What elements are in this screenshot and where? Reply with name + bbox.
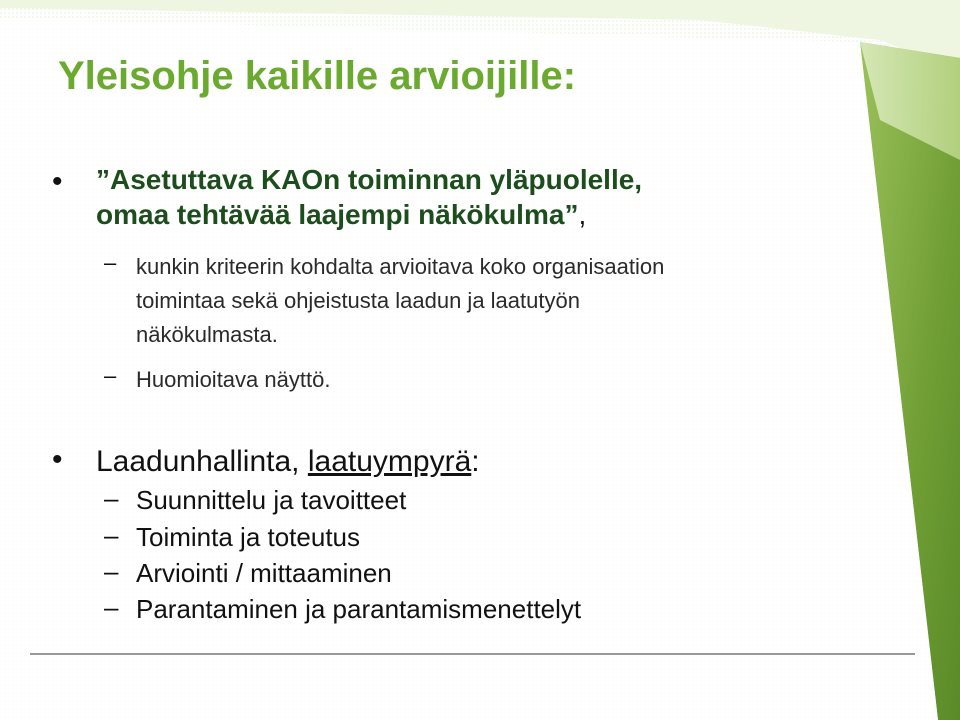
sub-4-line: Toiminta ja toteutus [136,522,361,552]
close-quote: ” [564,199,579,230]
sub-2-dash: – [104,363,117,388]
sub-3-line: Suunnittelu ja tavoitteet [136,485,407,515]
bottom-divider [30,653,915,655]
sub-6-line: Parantaminen ja parantamismenettelyt [136,594,582,624]
sub-1-line-3: näkökulmasta. [136,322,278,347]
sub-5-dash: – [104,556,119,586]
bullet-1-text-2: omaa tehtävää laajempi näkökulma [96,199,565,230]
sub-4-dash: – [104,520,119,550]
bullet-1-line-2 [96,199,586,231]
bullet-2-suffix: : [471,445,480,478]
sub-6-dash: – [104,592,119,622]
sub-3-dash: – [104,483,119,513]
bullet-1-text-1: Asetuttava KAOn toiminnan yläpuolelle, [110,164,643,195]
sub-1-line-2: toimintaa sekä ohjeistusta laadun ja laatutyön [136,288,580,313]
open-quote: ” [96,164,110,195]
bullet-2-underlined: laatuympyrä [307,445,472,478]
sub-1-dash: – [104,250,117,275]
bullet-2-glyph: • [52,443,63,476]
bullet-1-line-1 [96,164,642,196]
slide-title: Yleisohje kaikille arvioijille: [58,54,577,98]
bullet-1-glyph: • [52,165,63,198]
trailing-comma: , [578,199,587,230]
sub-5-line: Arviointi / mittaaminen [136,558,392,588]
sub-2-line-1: Huomioitava näyttö. [136,367,331,392]
bullet-2-prefix: Laadunhallinta, [96,445,308,478]
sub-1-line-1: kunkin kriteerin kohdalta arvioitava koko organisaation [136,254,665,279]
bullet-2-line [96,444,480,480]
